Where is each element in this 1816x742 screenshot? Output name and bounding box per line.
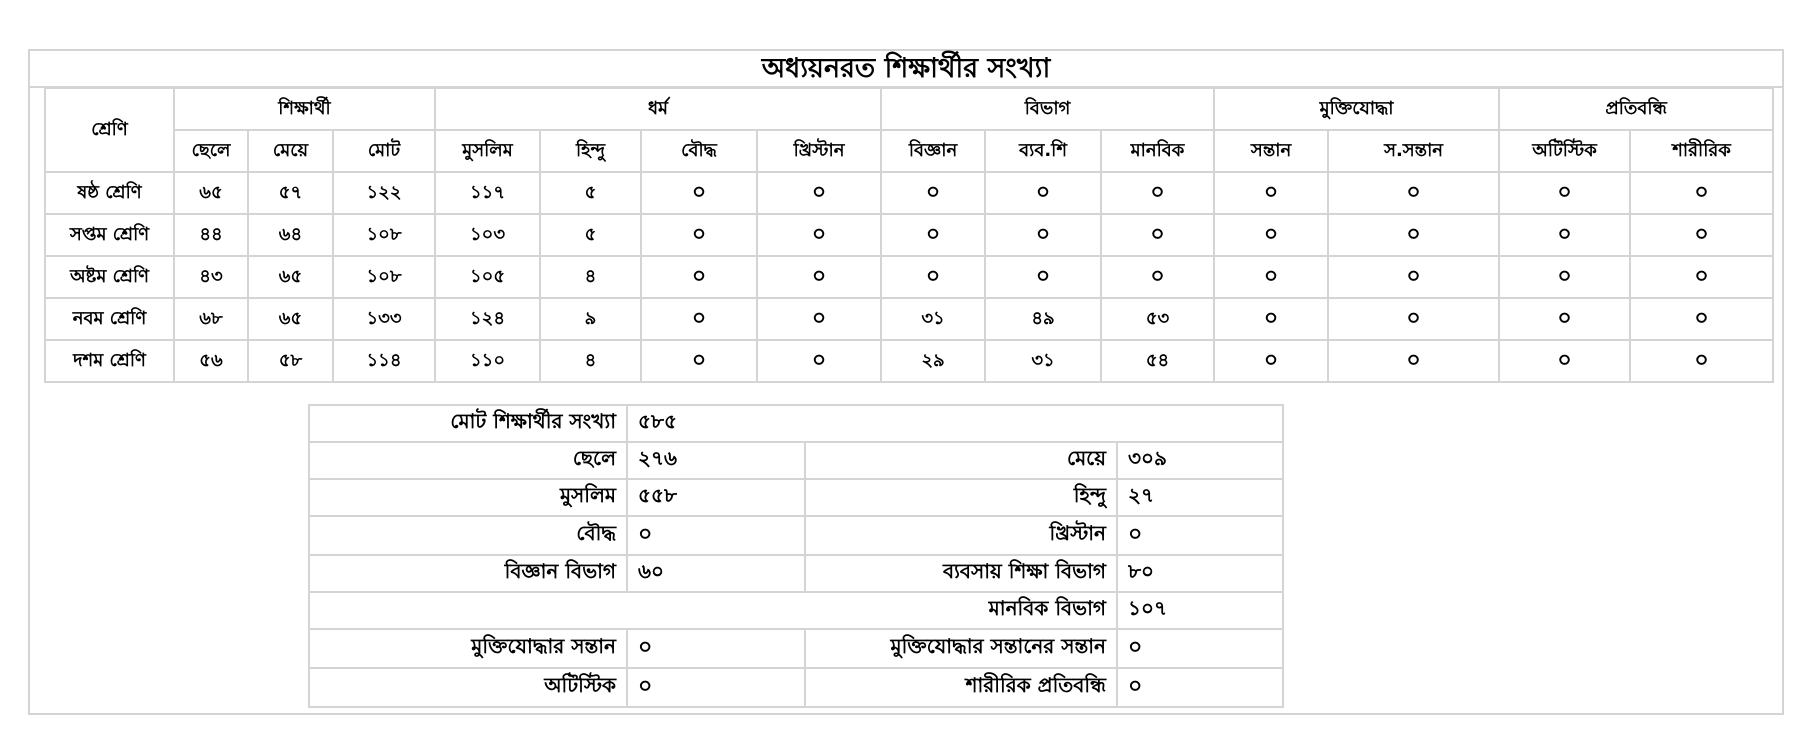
summary-row-total xyxy=(309,405,1283,442)
total-students-value: ৫৮৫ xyxy=(627,405,1283,442)
table-cell: ০ xyxy=(1101,256,1214,298)
table-cell: ০ xyxy=(985,214,1101,256)
summary-row-gender xyxy=(309,442,1283,479)
table-cell: ৫৬ xyxy=(174,340,248,382)
buddhist-value: ০ xyxy=(627,516,805,555)
class-name-cell: সপ্তম শ্রেণি xyxy=(45,214,174,256)
table-cell: ০ xyxy=(1214,256,1328,298)
table-cell: ০ xyxy=(641,298,757,340)
girls-value: ৩০৯ xyxy=(1117,442,1283,479)
table-cell: ১১৭ xyxy=(435,172,540,214)
table-cell: ১০৮ xyxy=(333,256,435,298)
muslim-value: ৫৫৮ xyxy=(627,479,805,516)
business-value: ৮০ xyxy=(1117,555,1283,592)
physical-value: ০ xyxy=(1117,668,1283,707)
column-header-humanities: মানবিক xyxy=(1101,130,1214,172)
table-cell: ০ xyxy=(757,340,881,382)
table-cell: ০ xyxy=(641,256,757,298)
summary-table xyxy=(308,404,1284,708)
table-cell: ১০৩ xyxy=(435,214,540,256)
table-row xyxy=(45,298,1773,340)
table-cell: ০ xyxy=(1499,214,1630,256)
group-header-department: বিভাগ xyxy=(881,88,1214,130)
page-title: অধ্যয়নরত শিক্ষার্থীর সংখ্যা xyxy=(761,53,1051,84)
column-header-business: ব্যব.শি xyxy=(985,130,1101,172)
class-name-cell: ষষ্ঠ শ্রেণি xyxy=(45,172,174,214)
table-cell: ৪৯ xyxy=(985,298,1101,340)
table-cell: ৫৪ xyxy=(1101,340,1214,382)
column-header-ff-child: সন্তান xyxy=(1214,130,1328,172)
table-cell: ৩১ xyxy=(881,298,985,340)
table-cell: ৪ xyxy=(540,256,641,298)
table-cell: ০ xyxy=(641,172,757,214)
table-cell: ০ xyxy=(1214,172,1328,214)
column-header-physical: শারীরিক xyxy=(1630,130,1773,172)
column-header-ff-grandchild: স.সন্তান xyxy=(1328,130,1499,172)
boys-value: ২৭৬ xyxy=(627,442,805,479)
hindu-label: হিন্দু xyxy=(805,479,1117,516)
table-cell: ০ xyxy=(1630,256,1773,298)
christian-label: খ্রিস্টান xyxy=(805,516,1117,555)
column-header-boys: ছেলে xyxy=(174,130,248,172)
table-cell: ৯ xyxy=(540,298,641,340)
table-cell: ০ xyxy=(1328,340,1499,382)
summary-row-freedom-fighter xyxy=(309,629,1283,668)
table-cell: ০ xyxy=(1101,214,1214,256)
buddhist-label: বৌদ্ধ xyxy=(309,516,627,555)
table-cell: ০ xyxy=(757,256,881,298)
table-row xyxy=(45,340,1773,382)
column-header-autistic: অটিস্টিক xyxy=(1499,130,1630,172)
table-cell: ১০৮ xyxy=(333,214,435,256)
table-cell: ০ xyxy=(1630,340,1773,382)
table-cell: ০ xyxy=(985,172,1101,214)
table-cell: ০ xyxy=(757,172,881,214)
table-cell: ০ xyxy=(641,214,757,256)
table-cell: ০ xyxy=(1499,298,1630,340)
column-header-row xyxy=(45,130,1773,172)
ff-grandchild-label: মুক্তিযোদ্ধার সন্তানের সন্তান xyxy=(805,629,1117,668)
christian-value: ০ xyxy=(1117,516,1283,555)
ff-child-label: মুক্তিযোদ্ধার সন্তান xyxy=(309,629,627,668)
total-students-label: মোট শিক্ষার্থীর সংখ্যা xyxy=(309,405,627,442)
table-cell: ৫ xyxy=(540,214,641,256)
table-cell: ১২২ xyxy=(333,172,435,214)
enrollment-table xyxy=(44,87,1774,383)
autistic-value: ০ xyxy=(627,668,805,707)
table-cell: ৬৫ xyxy=(248,256,333,298)
column-header-girls: মেয়ে xyxy=(248,130,333,172)
physical-label: শারীরিক প্রতিবন্ধি xyxy=(805,668,1117,707)
table-cell: ০ xyxy=(985,256,1101,298)
table-cell: ৫৮ xyxy=(248,340,333,382)
table-cell: ০ xyxy=(881,256,985,298)
table-cell: ৫৩ xyxy=(1101,298,1214,340)
girls-label: মেয়ে xyxy=(805,442,1117,479)
table-cell: ৫৭ xyxy=(248,172,333,214)
table-row xyxy=(45,214,1773,256)
table-cell: ৬৮ xyxy=(174,298,248,340)
table-cell: ০ xyxy=(1630,298,1773,340)
table-cell: ০ xyxy=(757,298,881,340)
table-cell: ২৯ xyxy=(881,340,985,382)
table-cell: ০ xyxy=(1214,298,1328,340)
summary-row-department xyxy=(309,555,1283,592)
group-header-freedom-fighter: মুক্তিযোদ্ধা xyxy=(1214,88,1499,130)
report-frame xyxy=(28,49,1784,715)
table-cell: ৪৪ xyxy=(174,214,248,256)
summary-row-religion-2 xyxy=(309,516,1283,555)
column-header-hindu: হিন্দু xyxy=(540,130,641,172)
table-cell: ৩১ xyxy=(985,340,1101,382)
class-column-header: শ্রেণি xyxy=(45,88,174,172)
column-header-muslim: মুসলিম xyxy=(435,130,540,172)
table-cell: ০ xyxy=(1328,256,1499,298)
table-cell: ০ xyxy=(1499,256,1630,298)
table-cell: ৪ xyxy=(540,340,641,382)
group-header-students: শিক্ষার্থী xyxy=(174,88,435,130)
autistic-label: অটিস্টিক xyxy=(309,668,627,707)
table-cell: ০ xyxy=(1499,340,1630,382)
table-cell: ০ xyxy=(1630,214,1773,256)
group-header-disability: প্রতিবন্ধি xyxy=(1499,88,1773,130)
group-header-row xyxy=(45,88,1773,130)
table-cell: ৪৩ xyxy=(174,256,248,298)
ff-child-value: ০ xyxy=(627,629,805,668)
table-cell: ১০৫ xyxy=(435,256,540,298)
summary-row-disability xyxy=(309,668,1283,707)
table-cell: ০ xyxy=(881,172,985,214)
class-name-cell: দশম শ্রেণি xyxy=(45,340,174,382)
table-cell: ১১৪ xyxy=(333,340,435,382)
science-label: বিজ্ঞান বিভাগ xyxy=(309,555,627,592)
column-header-science: বিজ্ঞান xyxy=(881,130,985,172)
table-cell: ০ xyxy=(1214,214,1328,256)
table-cell: ৬৫ xyxy=(174,172,248,214)
table-cell: ১১০ xyxy=(435,340,540,382)
table-cell: ০ xyxy=(1328,214,1499,256)
table-cell: ৬৫ xyxy=(248,298,333,340)
table-cell: ০ xyxy=(1328,172,1499,214)
boys-label: ছেলে xyxy=(309,442,627,479)
table-cell: ০ xyxy=(1214,340,1328,382)
business-label: ব্যবসায় শিক্ষা বিভাগ xyxy=(805,555,1117,592)
humanities-value: ১০৭ xyxy=(1117,592,1283,629)
table-cell: ৫ xyxy=(540,172,641,214)
table-row xyxy=(45,172,1773,214)
column-header-christian: খ্রিস্টান xyxy=(757,130,881,172)
group-header-religion: ধর্ম xyxy=(435,88,881,130)
table-cell: ১২৪ xyxy=(435,298,540,340)
table-cell: ০ xyxy=(641,340,757,382)
summary-row-religion-1 xyxy=(309,479,1283,516)
table-cell: ০ xyxy=(1630,172,1773,214)
column-header-buddhist: বৌদ্ধ xyxy=(641,130,757,172)
hindu-value: ২৭ xyxy=(1117,479,1283,516)
table-cell: ১৩৩ xyxy=(333,298,435,340)
class-name-cell: নবম শ্রেণি xyxy=(45,298,174,340)
table-cell: ০ xyxy=(1328,298,1499,340)
class-name-cell: অষ্টম শ্রেণি xyxy=(45,256,174,298)
table-cell: ০ xyxy=(881,214,985,256)
ff-grandchild-value: ০ xyxy=(1117,629,1283,668)
muslim-label: মুসলিম xyxy=(309,479,627,516)
science-value: ৬০ xyxy=(627,555,805,592)
table-row xyxy=(45,256,1773,298)
table-cell: ০ xyxy=(1499,172,1630,214)
summary-row-humanities xyxy=(309,592,1283,629)
column-header-total: মোট xyxy=(333,130,435,172)
table-cell: ০ xyxy=(1101,172,1214,214)
table-cell: ৬৪ xyxy=(248,214,333,256)
table-cell: ০ xyxy=(757,214,881,256)
humanities-label: মানবিক বিভাগ xyxy=(309,592,1117,629)
